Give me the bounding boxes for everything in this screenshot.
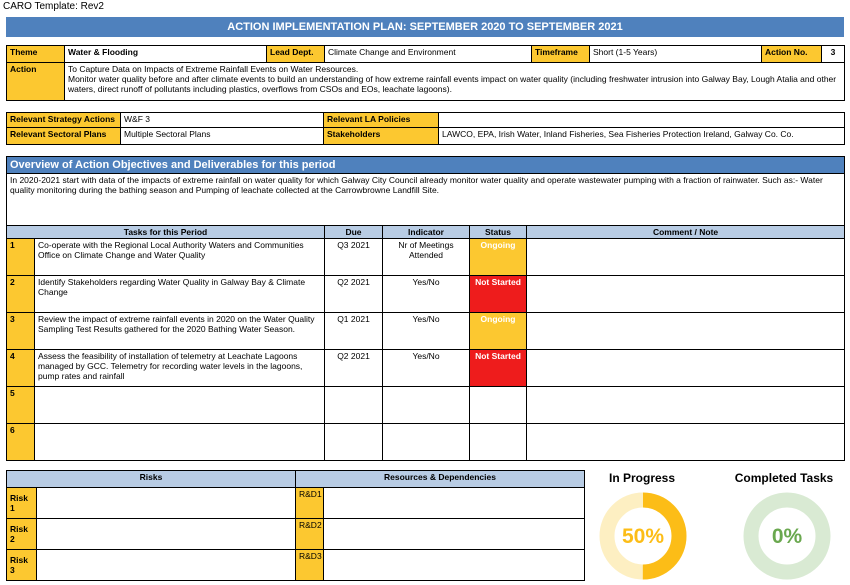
resources-title: Resources & Dependencies — [296, 471, 585, 488]
task-number: 1 — [7, 239, 35, 276]
task-text: Assess the feasibility of installation of telemetry at Leachate Lagoons managed by GCC. Telemetry for recording water levels in the lagoons, pump rates and rainfall — [35, 350, 325, 387]
task-number: 3 — [7, 313, 35, 350]
task-comment[interactable] — [527, 313, 845, 350]
task-due: Q2 2021 — [325, 276, 383, 313]
list-item — [7, 550, 296, 581]
task-comment[interactable] — [527, 424, 845, 461]
list-item — [296, 488, 585, 519]
risk-value[interactable] — [37, 550, 296, 581]
resource-label: R&D3 — [296, 550, 324, 581]
task-indicator: Yes/No — [383, 350, 470, 387]
list-item — [7, 488, 296, 519]
table-row — [7, 239, 845, 276]
resource-value[interactable] — [324, 488, 585, 519]
lead-dept-value: Climate Change and Environment — [325, 46, 532, 63]
task-number: 6 — [7, 424, 35, 461]
status-badge[interactable] — [470, 387, 527, 424]
status-badge: Not Started — [470, 276, 527, 313]
sectoral-plans-value: Multiple Sectoral Plans — [121, 128, 324, 145]
tasks-header-row — [7, 226, 845, 239]
theme-value: Water & Flooding — [65, 46, 267, 63]
in-progress-title: In Progress — [608, 471, 676, 485]
table-row — [7, 387, 845, 424]
status-badge: Ongoing — [470, 239, 527, 276]
task-indicator[interactable] — [383, 387, 470, 424]
task-comment[interactable] — [527, 350, 845, 387]
list-item — [296, 550, 585, 581]
tasks-header: Tasks for this Period — [7, 226, 325, 239]
risks-title: Risks — [7, 471, 296, 488]
task-text: Review the impact of extreme rainfall events in 2020 on the Water Quality Sampling Test Results gathered for the 2020 Bathing Water Season. — [35, 313, 325, 350]
task-due[interactable] — [325, 387, 383, 424]
task-number: 5 — [7, 387, 35, 424]
list-item — [7, 519, 296, 550]
strategy-actions-value: W&F 3 — [121, 113, 324, 128]
tasks-table — [6, 156, 845, 461]
task-text[interactable] — [35, 387, 325, 424]
due-header: Due — [325, 226, 383, 239]
risk-value[interactable] — [37, 519, 296, 550]
action-line-1: To Capture Data on Impacts of Extreme Rainfall Events on Water Resources. — [68, 64, 359, 74]
overview-title: Overview of Action Objectives and Deliverables for this period — [7, 157, 845, 174]
action-label: Action — [7, 63, 65, 101]
task-indicator: Yes/No — [383, 313, 470, 350]
sectoral-plans-label: Relevant Sectoral Plans — [7, 128, 121, 145]
action-no-label: Action No. — [762, 46, 822, 63]
stakeholders-label: Stakeholders — [324, 128, 439, 145]
task-comment[interactable] — [527, 239, 845, 276]
plan-banner-title: ACTION IMPLEMENTATION PLAN: SEPTEMBER 2020 TO SEPTEMBER 2021 — [6, 17, 844, 37]
task-number: 4 — [7, 350, 35, 387]
table-row — [7, 276, 845, 313]
risk-label: Risk 3 — [7, 550, 37, 581]
task-due: Q3 2021 — [325, 239, 383, 276]
indicator-header: Indicator — [383, 226, 470, 239]
relevant-table — [6, 112, 845, 145]
task-due: Q2 2021 — [325, 350, 383, 387]
timeframe-value: Short (1-5 Years) — [590, 46, 762, 63]
overview-text: In 2020-2021 start with data of the impacts of extreme rainfall on water quality for which Galway City Council already monitor water quality and operate wastewater pumping with a fraction of rainwater. Such as:- Water quality monitoring during the bathing season and Pumping of leachate collected at the Carrowbrowne Landfill Site. — [7, 174, 845, 226]
task-indicator: Nr of Meetings Attended — [383, 239, 470, 276]
task-due[interactable] — [325, 424, 383, 461]
task-due: Q1 2021 — [325, 313, 383, 350]
status-badge: Not Started — [470, 350, 527, 387]
risk-value[interactable] — [37, 488, 296, 519]
status-badge: Ongoing — [470, 313, 527, 350]
list-item — [296, 519, 585, 550]
completed-tasks-title: Completed Tasks — [734, 471, 834, 485]
resource-value[interactable] — [324, 519, 585, 550]
completed-gauge — [740, 489, 834, 583]
task-text: Co-operate with the Regional Local Authority Waters and Communities Office on Climate Change and Water Quality — [35, 239, 325, 276]
status-badge[interactable] — [470, 424, 527, 461]
stakeholders-value: LAWCO, EPA, Irish Water, Inland Fisheries, Sea Fisheries Protection Ireland, Galway Co. Co. — [439, 128, 845, 145]
task-comment[interactable] — [527, 387, 845, 424]
task-text: Identify Stakeholders regarding Water Quality in Galway Bay & Climate Change — [35, 276, 325, 313]
completed-percent: 0% — [771, 525, 803, 548]
task-comment[interactable] — [527, 276, 845, 313]
task-indicator: Yes/No — [383, 276, 470, 313]
status-header: Status — [470, 226, 527, 239]
risk-label: Risk 1 — [7, 488, 37, 519]
table-row — [7, 313, 845, 350]
action-line-2: Monitor water quality before and after climate events to build an understanding of how extreme rainfall events impact on water quality (including freshwater intrusion into Galway Bay, Lough Atalia and other waters, direct runoff of pollutants including plastics, overflows from CSOs and EOs, leachate lagoons). — [68, 74, 837, 94]
risk-label: Risk 2 — [7, 519, 37, 550]
timeframe-label: Timeframe — [532, 46, 590, 63]
in-progress-percent: 50% — [621, 525, 665, 548]
comment-header: Comment / Note — [527, 226, 845, 239]
la-policies-label: Relevant LA Policies — [324, 113, 439, 128]
resources-table — [295, 470, 585, 581]
action-no-value: 3 — [822, 46, 845, 63]
resource-value[interactable] — [324, 550, 585, 581]
strategy-actions-label: Relevant Strategy Actions — [7, 113, 121, 128]
resource-label: R&D2 — [296, 519, 324, 550]
la-policies-value — [439, 113, 845, 128]
theme-label: Theme — [7, 46, 65, 63]
action-description — [65, 63, 845, 101]
resource-label: R&D1 — [296, 488, 324, 519]
task-indicator[interactable] — [383, 424, 470, 461]
table-row — [7, 350, 845, 387]
table-row — [7, 424, 845, 461]
task-number: 2 — [7, 276, 35, 313]
in-progress-gauge — [596, 489, 690, 583]
task-text[interactable] — [35, 424, 325, 461]
template-label: CARO Template: Rev2 — [3, 1, 104, 12]
lead-dept-label: Lead Dept. — [267, 46, 325, 63]
header-table — [6, 45, 845, 101]
risks-table — [6, 470, 296, 581]
